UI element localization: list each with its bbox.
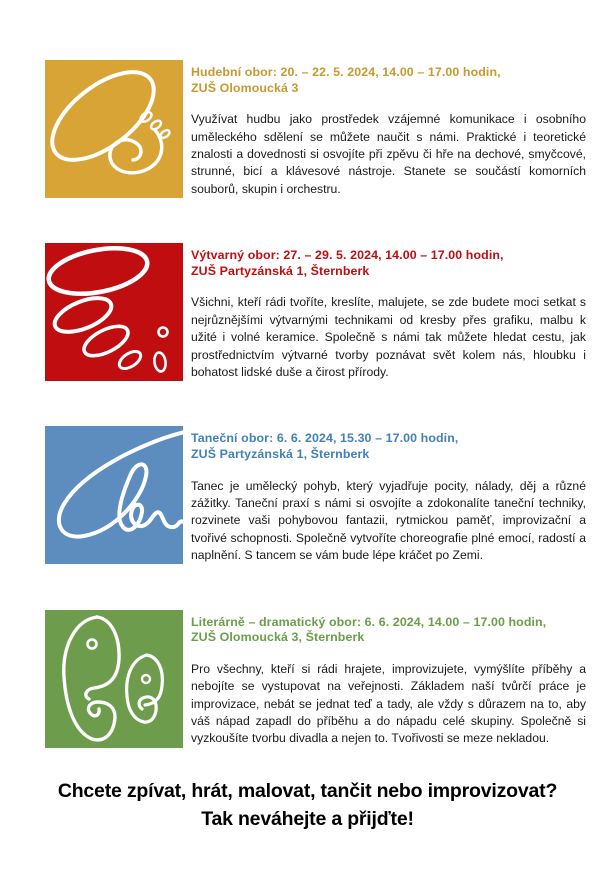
heading-line2: ZUŠ Partyzánská 1, Šternberk [191,263,370,278]
dance-tile [45,426,183,564]
music-tile [45,60,183,198]
cta-line1: Chcete zpívat, hrát, malovat, tančit nebo improvizovat? [57,779,558,802]
cta-line2: Tak neváhejte a přijďte! [201,807,414,830]
cascading-ovals-icon [45,243,183,381]
section-heading [191,431,586,462]
heading-line2: ZUŠ Olomoucká 3, Šternberk [191,630,365,645]
cta-headline [0,777,615,833]
section-visual-art-content [191,243,586,381]
heading-line1: Výtvarný obor: 27. – 29. 5. 2024, 14.00 – 17.00 hodin, [191,248,504,263]
section-visual-art [45,243,590,381]
section-heading [191,65,586,96]
section-music [45,60,590,198]
section-dance-content [191,426,586,564]
heading-line1: Literárně – dramatický obor: 6. 6. 2024, 14.00 – 17.00 hodin, [191,614,547,629]
section-drama [45,610,590,748]
section-description: Pro všechny, kteří si rádi hrajete, improvizujete, vymýšlíte příběhy a nebojíte se vystupovat na veřejnosti. Základem naší tvůrčí práce je improvizace, nebát se jednat teď a tady, ale vždy s důrazem na to, aby váš nápad zapadl do příběhu a do nápadu celé skupiny. Společně si vyzkoušíte tvorbu divadla a nejen to. Tvořivosti se meze nekladou. [191,661,586,746]
section-heading [191,615,586,646]
section-description: Všichni, kteří rádi tvoříte, kreslíte, malujete, se zde budete moci setkat s nejrůznějšími výtvarnými technikami od kresby přes grafiku, malbu k užité i volné keramice. Společně s námi tak můžete hledat cestu, jak prostřednictvím výtvarné tvorby poznávat svět kolem nás, hloubku i bohatost lidské duše a čirost přírody. [191,295,586,380]
drama-tile [45,610,183,748]
visual-art-tile [45,243,183,381]
heading-line2: ZUŠ Olomoucká 3 [191,80,299,95]
section-heading [191,248,586,279]
heading-line1: Taneční obor: 6. 6. 2024, 15.30 – 17.00 hodin, [191,431,459,446]
section-dance [45,426,590,564]
section-drama-content [191,610,586,748]
flowing-ribbon-icon [45,426,183,564]
section-description: Využívat hudbu jako prostředek vzájemné komunikace i osobního uměleckého sdělení se můžete naučit s námi. Praktické i teoretické znalosti a dovednosti si osvojíte při zpěvu či hře na dechové, smyčcové, strunné, bicí a klávesové nástroje. Stanete se součástí komorních souborů, skupin i orchestru. [191,112,586,196]
heading-line2: ZUŠ Partyzánská 1, Šternberk [191,447,370,462]
music-swirl-icon [45,60,183,198]
section-music-content [191,60,586,198]
theatre-masks-icon [45,610,183,748]
section-description: Tanec je umělecký pohyb, který vyjadřuje pocity, nálady, děj a různé zážitky. Taneční praxí s námi si osvojíte a zdokonalíte taneční techniky, rozvinete vaši pohybovou fantazii, rytmickou paměť, improvizační a tvořivé schopnosti. Společně vytvoříte choreografie plné emocí, radostí a naplnění. S tancem se vám bude lépe kráčet po Zemi. [191,478,586,563]
heading-line1: Hudební obor: 20. – 22. 5. 2024, 14.00 – 17.00 hodin, [191,65,501,79]
